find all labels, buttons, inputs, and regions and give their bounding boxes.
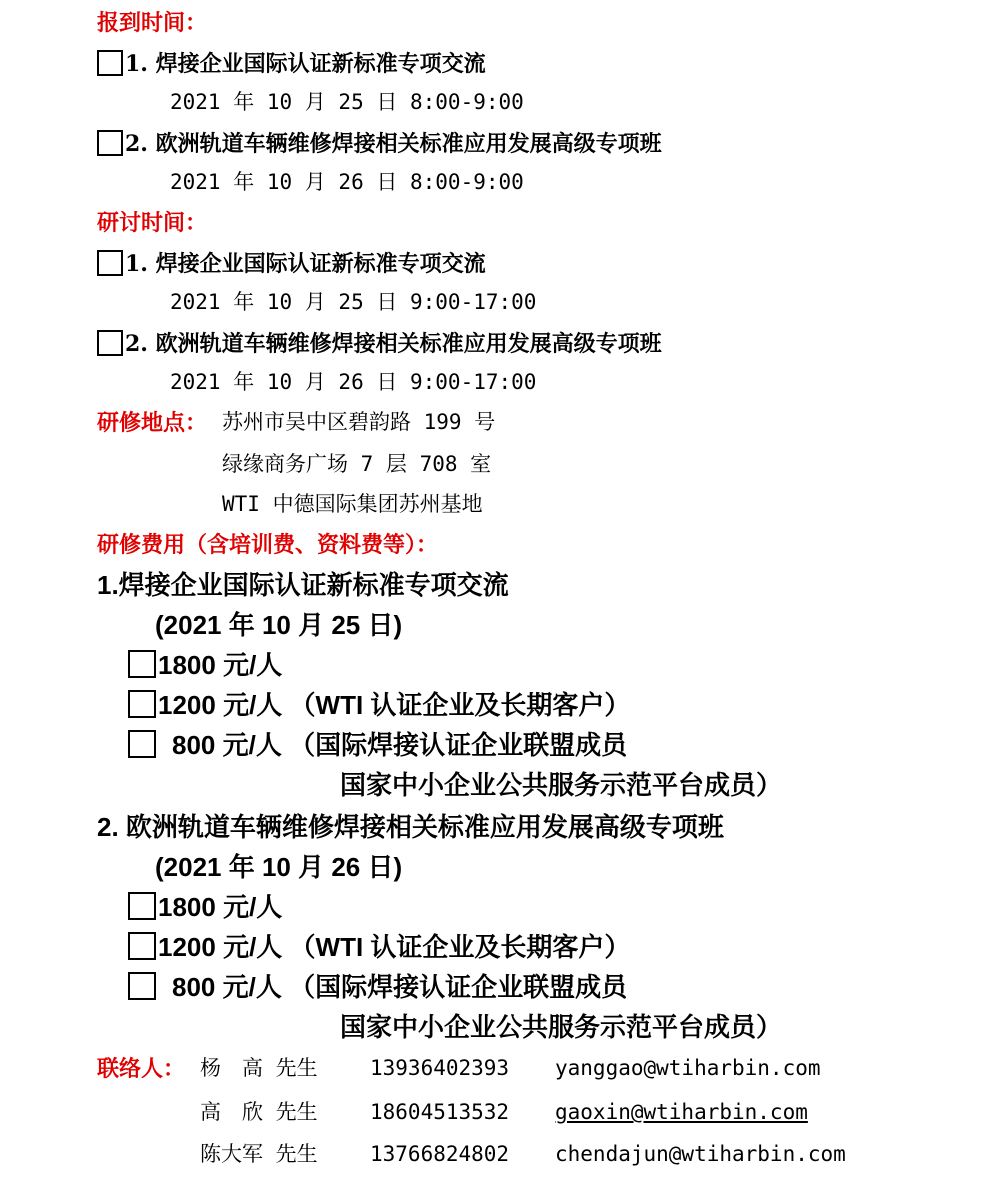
contact-3-email[interactable]: chendajun@wtiharbin.com	[555, 1142, 846, 1166]
registration-heading: 报到时间：	[97, 10, 208, 36]
fee-course-1-option-3-checkbox[interactable]	[128, 730, 156, 758]
fee-course-2-option-1-checkbox[interactable]	[128, 892, 156, 920]
fee-course-1-note-cont: 国家中小企业公共服务示范平台成员）	[340, 770, 783, 800]
fee-course-2-title: 2. 欧洲轨道车辆维修焊接相关标准应用发展高级专项班	[97, 812, 724, 842]
seminar-2-checkbox[interactable]	[97, 330, 123, 356]
fee-course-1-date: (2021 年 10 月 25 日)	[155, 610, 403, 640]
fee-course-2-option-2-price: 1200 元/人	[158, 932, 283, 962]
fee-course-1-option-2-note: （WTI 认证企业及长期客户）	[289, 690, 631, 720]
seminar-1-checkbox[interactable]	[97, 250, 123, 276]
fee-course-1-option-3-note: （国际焊接认证企业联盟成员	[289, 730, 628, 760]
contact-2-phone: 18604513532	[370, 1100, 510, 1124]
fee-course-2-date: (2021 年 10 月 26 日)	[155, 852, 403, 882]
fees-heading: 研修费用（含培训费、资料费等）：	[97, 532, 439, 558]
registration-item-2	[97, 130, 662, 157]
fee-course-1-title: 1.焊接企业国际认证新标准专项交流	[97, 570, 509, 600]
fee-course-1-option-1	[128, 650, 282, 681]
contact-3-phone: 13766824802	[370, 1142, 510, 1166]
contact-1-name: 杨 高 先生	[200, 1056, 318, 1080]
registration-1-time: 2021 年 10 月 25 日 8:00-9:00	[170, 90, 524, 114]
fee-course-2-option-1	[128, 892, 282, 923]
fee-course-2-option-3-checkbox[interactable]	[128, 972, 156, 1000]
fee-course-2-option-2-checkbox[interactable]	[128, 932, 156, 960]
registration-1-checkbox[interactable]	[97, 50, 123, 76]
fee-course-1-option-3	[128, 730, 627, 761]
fee-course-2-option-1-price: 1800 元/人	[158, 892, 283, 922]
location-line-3: WTI 中德国际集团苏州基地	[222, 492, 483, 516]
fee-course-1-option-1-checkbox[interactable]	[128, 650, 156, 678]
contact-3-name: 陈大军 先生	[200, 1142, 318, 1166]
fee-course-1-option-2-checkbox[interactable]	[128, 690, 156, 718]
registration-2-time: 2021 年 10 月 26 日 8:00-9:00	[170, 170, 524, 194]
fee-course-2-option-3	[128, 972, 627, 1003]
contacts-heading: 联络人：	[97, 1056, 186, 1082]
registration-2-checkbox[interactable]	[97, 130, 123, 156]
fee-course-2-note-cont: 国家中小企业公共服务示范平台成员）	[340, 1012, 783, 1042]
fee-course-2-option-3-note: （国际焊接认证企业联盟成员	[289, 972, 628, 1002]
contact-row-1	[200, 1056, 821, 1081]
contact-1-phone: 13936402393	[370, 1056, 510, 1080]
seminar-2-time: 2021 年 10 月 26 日 9:00-17:00	[170, 370, 537, 394]
contact-row-3	[200, 1142, 846, 1167]
location-line-1: 苏州市吴中区碧韵路 199 号	[222, 410, 496, 434]
location-line-2: 绿缘商务广场 7 层 708 室	[222, 452, 492, 476]
contact-row-2	[200, 1100, 808, 1125]
fee-course-2-option-2	[128, 932, 630, 963]
fee-course-2-option-3-price: 800 元/人	[172, 972, 282, 1002]
registration-item-1	[97, 50, 486, 77]
fee-course-1-option-2	[128, 690, 630, 721]
seminar-1-time: 2021 年 10 月 25 日 9:00-17:00	[170, 290, 537, 314]
seminar-2-title: 2. 欧洲轨道车辆维修焊接相关标准应用发展高级专项班	[125, 331, 662, 357]
registration-2-title: 2. 欧洲轨道车辆维修焊接相关标准应用发展高级专项班	[125, 131, 662, 157]
fee-course-1-option-2-price: 1200 元/人	[158, 690, 283, 720]
fee-course-1-option-3-price: 800 元/人	[172, 730, 282, 760]
contact-1-email[interactable]: yanggao@wtiharbin.com	[555, 1056, 821, 1080]
fee-course-1-option-1-price: 1800 元/人	[158, 650, 283, 680]
seminar-heading: 研讨时间：	[97, 210, 208, 236]
seminar-item-1	[97, 250, 486, 277]
seminar-1-title: 1. 焊接企业国际认证新标准专项交流	[125, 251, 486, 277]
contact-2-email-link[interactable]: gaoxin@wtiharbin.com	[555, 1100, 808, 1124]
registration-1-title: 1. 焊接企业国际认证新标准专项交流	[125, 51, 486, 77]
location-heading: 研修地点：	[97, 410, 208, 436]
seminar-item-2	[97, 330, 662, 357]
contact-2-name: 高 欣 先生	[200, 1100, 318, 1124]
fee-course-2-option-2-note: （WTI 认证企业及长期客户）	[289, 932, 631, 962]
